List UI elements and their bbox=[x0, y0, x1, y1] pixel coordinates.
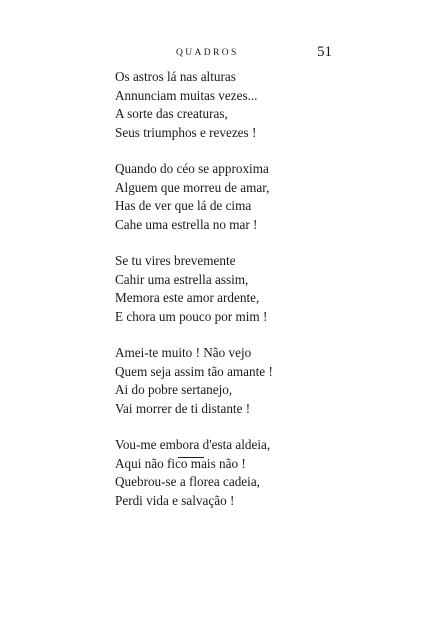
poem-line: Annunciam muitas vezes... bbox=[115, 87, 258, 103]
poem-line: Cahe uma estrella no mar ! bbox=[115, 216, 258, 232]
stanza-5 bbox=[115, 436, 295, 510]
poem-line: Vou-me embora d'esta aldeia, bbox=[115, 437, 271, 452]
poem-line: E chora um pouco por mim ! bbox=[115, 308, 268, 324]
stanza-4 bbox=[115, 344, 295, 418]
poem-line: A sorte das creaturas, bbox=[115, 106, 228, 121]
poem bbox=[115, 68, 295, 528]
poem-line: Memora este amor ardente, bbox=[115, 290, 260, 305]
page-number: 51 bbox=[317, 44, 332, 60]
end-rule bbox=[178, 457, 204, 458]
poem-line: Seus triumphos e revezes ! bbox=[115, 124, 257, 140]
stanza-2 bbox=[115, 160, 295, 234]
poem-line: Os astros lá nas alturas bbox=[115, 69, 236, 84]
poem-line: Quando do céo se approxima bbox=[115, 161, 269, 176]
stanza-3 bbox=[115, 252, 295, 326]
stanza-1 bbox=[115, 68, 295, 142]
poem-line: Has de ver que lá de cima bbox=[115, 198, 252, 213]
running-head: QUADROS bbox=[176, 48, 239, 58]
poem-line: Perdi vida e salvação ! bbox=[115, 492, 235, 508]
poem-line: Ai do pobre sertanejo, bbox=[115, 382, 233, 397]
poem-line: Vai morrer de ti distante ! bbox=[115, 400, 251, 416]
poem-line: Amei-te muito ! Não vejo bbox=[115, 345, 252, 360]
poem-line: Quebrou-se a florea cadeia, bbox=[115, 474, 260, 489]
poem-line: Cahir uma estrella assim, bbox=[115, 271, 249, 287]
poem-line: Se tu vires brevemente bbox=[115, 253, 236, 268]
poem-line: Quem seja assim tão amante ! bbox=[115, 363, 273, 379]
poem-line: Alguem que morreu de amar, bbox=[115, 179, 270, 195]
poem-line: Aqui não fico mais não ! bbox=[115, 455, 246, 471]
